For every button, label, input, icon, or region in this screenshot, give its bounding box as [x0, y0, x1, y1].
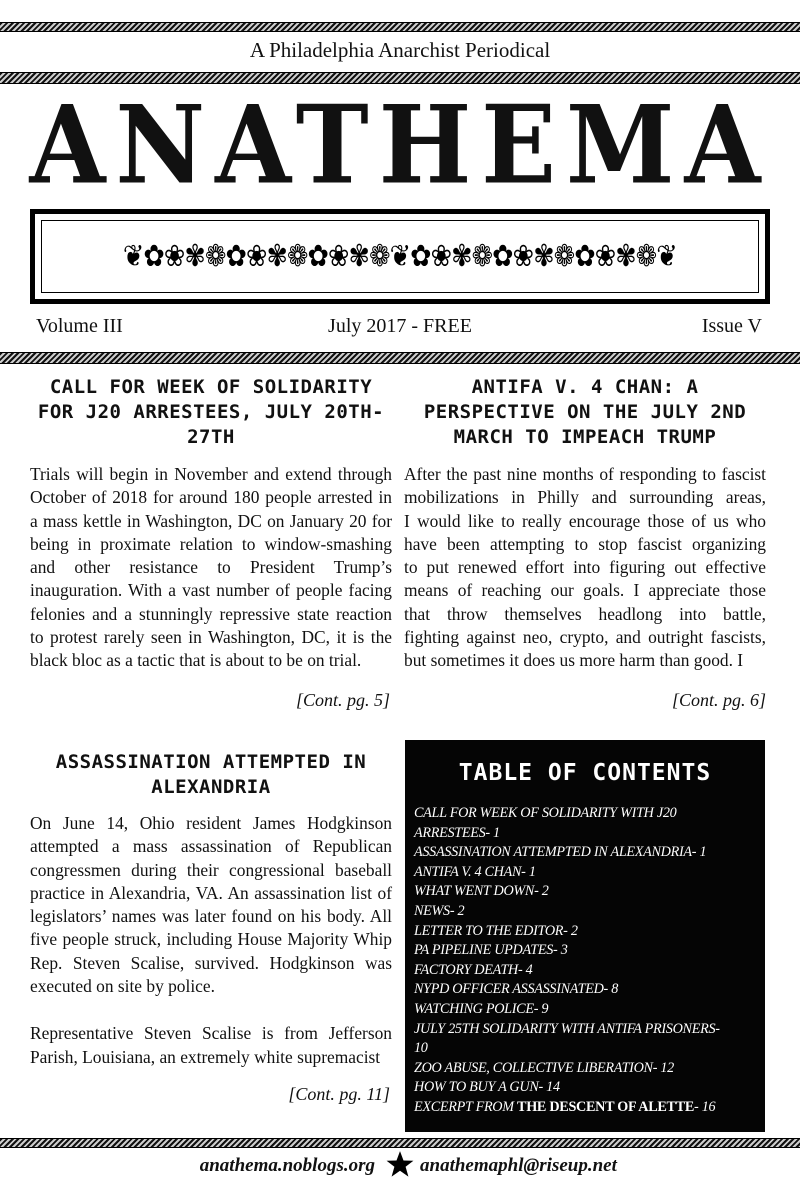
toc-item[interactable]: PA PIPELINE UPDATES- 3 [414, 942, 568, 959]
toc-item[interactable]: JULY 25TH SOLIDARITY WITH ANTIFA PRISONERS- [414, 1020, 720, 1037]
article-assassination-body [30, 812, 392, 1069]
body-line: legislators’ names was later found on his body. All [30, 906, 392, 927]
body-line: Representative Steven Scalise is from Jefferson [30, 1023, 392, 1044]
toc-item[interactable]: ASSASSINATION ATTEMPTED IN ALEXANDRIA- 1 [414, 844, 707, 861]
masthead-title: ANATHEMA [29, 82, 771, 209]
issue-label: Issue V [701, 315, 762, 337]
article-solidarity-continued: [Cont. pg. 5] [295, 690, 390, 710]
toc-item[interactable]: WATCHING POLICE- 9 [414, 1000, 549, 1017]
floral-ornament-icon: ❦✿❀✾❁✿❀✾❁✿❀✾❁❦✿❀✾❁✿❀✾❁✿❀✾❁❦ [123, 239, 677, 274]
toc-item[interactable]: LETTER TO THE EDITOR- 2 [414, 922, 578, 939]
body-line: have been attempting to stop fascist organizing [404, 533, 766, 554]
body-line: October of 2018 for around 180 people arrested in [30, 487, 392, 508]
body-line: that throw themselves headlong into battle, [404, 603, 766, 624]
body-line: five people struck, including House Majority Whip [30, 929, 392, 950]
body-line: fighting against neo, crypto, and outright fascists, [404, 627, 766, 648]
body-line: On June 14, Ohio resident James Hodgkinson [30, 813, 392, 833]
body-line: to put renewed effort into figuring out effective [404, 557, 766, 578]
body-line: I would like to really encourage those of us who [404, 510, 766, 531]
volume-label: Volume III [36, 315, 123, 337]
body-line: Trials will begin in November and extend through [30, 464, 392, 484]
toc-item-suffix: - 16 [694, 1098, 716, 1115]
toc-item[interactable]: ANTIFA V. 4 CHAN- 1 [414, 863, 536, 880]
article-solidarity-title: CALL FOR WEEK OF SOLIDARITY FOR J20 ARRESTEES, JULY 20TH-27TH [37, 376, 385, 448]
footer-website-link[interactable]: anathema.noblogs.org [199, 1155, 375, 1176]
article-assassination [30, 750, 392, 1069]
body-line: congressmen during their congressional baseball [30, 859, 392, 880]
toc-item[interactable]: 10 [414, 1040, 428, 1057]
body-line: means of reaching our goals. I appreciate those [404, 580, 766, 601]
body-line: to protest rarely seen in Washington, DC, it is the [30, 627, 392, 648]
toc-item-excerpt[interactable] [414, 1098, 759, 1118]
article-assassination-title: ASSASSINATION ATTEMPTED IN ALEXANDRIA [55, 751, 367, 798]
toc-list [414, 804, 759, 1118]
toc-item[interactable]: CALL FOR WEEK OF SOLIDARITY WITH J20 [414, 805, 677, 821]
top-hatched-rule [0, 22, 800, 32]
body-line: being in proximate relation to window-smashing [30, 533, 392, 554]
toc-item-book-title: THE DESCENT OF ALETTE [517, 1098, 695, 1115]
body-line: and other resistance to President Trump’s [30, 557, 392, 578]
toc-item[interactable]: FACTORY DEATH- 4 [414, 961, 533, 978]
ornament-frame [41, 220, 759, 293]
body-line: After the past nine months of responding to fascist [404, 464, 766, 484]
paragraph-gap [30, 998, 392, 1022]
toc-item[interactable]: WHAT WENT DOWN- 2 [414, 883, 549, 900]
toc-item[interactable]: HOW TO BUY A GUN- 14 [414, 1079, 560, 1096]
toc-item[interactable]: NYPD OFFICER ASSASSINATED- 8 [414, 981, 619, 998]
toc-item[interactable]: NEWS- 2 [414, 902, 465, 919]
article-antifa-body [404, 463, 766, 673]
article-antifa [404, 375, 766, 673]
body-line: attempted a mass assassination of Republican [30, 836, 392, 857]
body-line: practice in Alexandria, VA. An assassination list of [30, 882, 392, 903]
body-line: mobilizations in Philly and surrounding areas, [404, 487, 766, 508]
article-antifa-continued: [Cont. pg. 6] [671, 690, 766, 710]
tagline: A Philadelphia Anarchist Periodical [249, 38, 551, 62]
star-icon [386, 1150, 414, 1178]
body-line: black bloc as a tactic that is about to be on trial. [30, 650, 362, 671]
body-line: inauguration. With a vast number of people facing [30, 580, 392, 601]
footer-email-link[interactable]: anathemaphl@riseup.net [420, 1155, 617, 1176]
ornamental-banner [30, 209, 770, 304]
body-line: Rep. Steven Scalise, survived. Hodgkinson was [30, 952, 392, 973]
toc-item[interactable]: ZOO ABUSE, COLLECTIVE LIBERATION- 12 [414, 1059, 674, 1076]
footer-hatched-rule [0, 1138, 800, 1148]
body-line: a mass kettle in Washington, DC on January 20 for [30, 510, 392, 531]
body-line: executed on site by police. [30, 976, 215, 997]
date-price-label: July 2017 - FREE [328, 315, 472, 337]
article-solidarity [30, 375, 392, 673]
body-line: but sometimes it does us more harm than good. I [404, 650, 744, 671]
toc-item[interactable]: ARRESTEES- 1 [414, 824, 500, 841]
content-hatched-rule [0, 352, 800, 364]
toc-title: TABLE OF CONTENTS [458, 760, 712, 786]
body-line: Parish, Louisiana, an extremely white supremacist [30, 1046, 381, 1067]
toc-item-prefix: EXCERPT FROM [414, 1098, 518, 1115]
article-solidarity-body [30, 463, 392, 673]
table-of-contents [405, 740, 765, 1132]
article-antifa-title: ANTIFA V. 4 CHAN: A PERSPECTIVE ON THE JULY 2ND MARCH TO IMPEACH TRUMP [423, 376, 747, 448]
body-line: felonies and a stunningly repressive state reaction [30, 603, 392, 624]
article-assassination-continued: [Cont. pg. 11] [288, 1084, 390, 1104]
